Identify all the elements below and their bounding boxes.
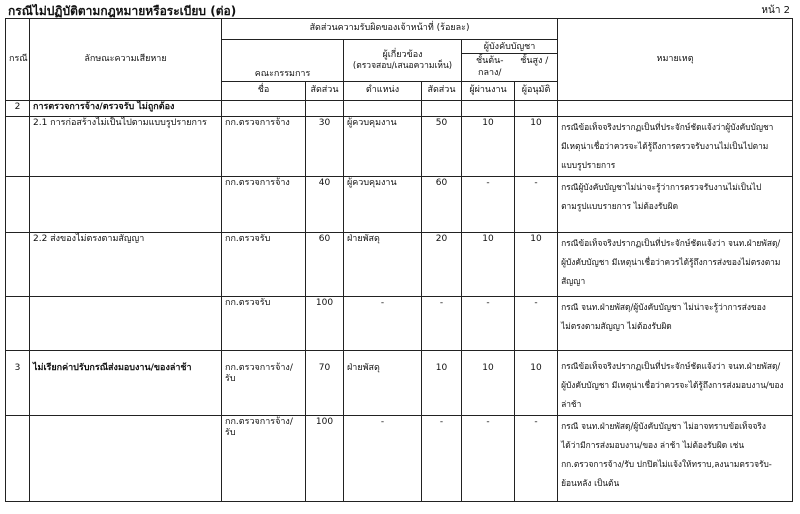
committee-portion: 60: [306, 233, 344, 297]
remark-line: กรณีผู้บังคับบัญชาไม่น่าจะรู้ว่าการตรวจรับงานไม่เป็นไป: [561, 182, 762, 192]
involved-portion: 20: [422, 233, 462, 297]
remark: [558, 351, 793, 416]
header-supervisor-label: ผู้บังคับบัญชา: [462, 42, 557, 54]
committee-portion: 100: [306, 297, 344, 351]
high-portion: 10: [515, 117, 558, 177]
header-involved: [344, 40, 462, 82]
header-involved-label: ผู้เกี่ยวข้อง: [382, 49, 423, 60]
committee-name: กก.ตรวจการจ้าง/รับ: [222, 416, 306, 502]
header-case: กรณี: [6, 19, 30, 101]
remark-line: ได้ว่ามีการส่งมอบงาน/ของ ล่าช้า ไม่ต้องรับผิด เช่น: [561, 440, 745, 450]
header-high2: ผู้อนุมัติ: [515, 82, 558, 101]
committee-portion: 70: [306, 351, 344, 416]
high-portion: -: [515, 416, 558, 502]
header-portion2: สัดส่วน: [422, 82, 462, 101]
remark-line: ผู้บังคับบัญชา มีเหตุน่าเชื่อว่าควรจะได้รู้ถึงการส่งมอบงาน/ของ: [561, 380, 784, 390]
page-number: หน้า 2: [761, 5, 790, 16]
section-number: 2: [6, 101, 30, 117]
section-title: การตรวจการจ้าง/ตรวจรับ ไม่ถูกต้อง: [30, 101, 222, 117]
involved-position: ผู้ควบคุมงาน: [344, 177, 422, 233]
remark-line: ผู้บังคับบัญชา มีเหตุน่าเชื่อว่าควรได้รู้ถึงการส่งของไม่ตรงตาม: [561, 257, 781, 267]
involved-position: -: [344, 416, 422, 502]
mid-portion: 10: [462, 233, 515, 297]
mid-portion: -: [462, 416, 515, 502]
section-number: 3: [6, 351, 30, 416]
header-involved-sub: (ตรวจสอบ/เสนอความเห็น): [352, 60, 453, 71]
involved-portion: 10: [422, 351, 462, 416]
involved-portion: 60: [422, 177, 462, 233]
item-description: 2.2 ส่งของไม่ตรงตามสัญญา: [30, 233, 222, 297]
liability-table: [5, 18, 793, 502]
section-title: ไม่เรียกค่าปรับกรณีส่งมอบงาน/ของล่าช้า: [30, 351, 222, 416]
remark-line: กรณี จนท.ฝ่ายพัสดุ/ผู้บังคับบัญชา ไม่น่าจะรู้ว่าการส่งของ: [561, 302, 766, 312]
high-portion: 10: [515, 351, 558, 416]
mid-portion: 10: [462, 351, 515, 416]
header-committee: คณะกรรมการ: [222, 40, 344, 82]
high-portion: -: [515, 177, 558, 233]
remark: [558, 233, 793, 297]
committee-name: กก.ตรวจการจ้าง/รับ: [222, 351, 306, 416]
remark-line: มีเหตุน่าเชื่อว่าควรจะได้รู้ถึงการตรวจรับงานไม่เป็นไปตาม: [561, 141, 769, 151]
header-mid: ชั้นต้น-กลาง/: [475, 56, 504, 78]
remark-line: กรณี จนท.ฝ่ายพัสดุ/ผู้บังคับบัญชา ไม่อาจทราบข้อเท็จจริง: [561, 421, 766, 431]
committee-name: กก.ตรวจรับ: [222, 297, 306, 351]
involved-portion: -: [422, 297, 462, 351]
remark: [558, 297, 793, 351]
mid-portion: 10: [462, 117, 515, 177]
involved-position: ฝ่ายพัสดุ: [344, 233, 422, 297]
remark-line: กก.ตรวจการจ้าง/รับ ปกปิดไม่แจ้งให้ทราบ,ลงนามตรวจรับ-: [561, 459, 772, 469]
involved-portion: -: [422, 416, 462, 502]
committee-name: กก.ตรวจรับ: [222, 233, 306, 297]
remark: [558, 416, 793, 502]
high-portion: 10: [515, 233, 558, 297]
table-row: [6, 416, 793, 502]
header-remark: หมายเหตุ: [558, 19, 793, 101]
header-mid2: ผู้ผ่านงาน: [462, 82, 515, 101]
remark-line: แบบรูปรายการ: [561, 160, 616, 170]
remark: [558, 117, 793, 177]
table-row: [6, 233, 793, 297]
header-name: ชื่อ: [222, 82, 306, 101]
table-row: [6, 117, 793, 177]
committee-name: กก.ตรวจการจ้าง: [222, 117, 306, 177]
committee-portion: 40: [306, 177, 344, 233]
table-row: [6, 297, 793, 351]
header-ratio: สัดส่วนความรับผิดของเจ้าหน้าที่ (ร้อยละ): [222, 19, 558, 40]
header-supervisor: [462, 40, 558, 82]
remark: [558, 177, 793, 233]
involved-portion: 50: [422, 117, 462, 177]
involved-position: ผู้ควบคุมงาน: [344, 117, 422, 177]
page-title: กรณีไม่ปฏิบัติตามกฎหมายหรือระเบียบ (ต่อ): [8, 4, 237, 18]
remark-line: ล่าช้า: [561, 399, 582, 409]
involved-position: -: [344, 297, 422, 351]
involved-position: ฝ่ายพัสดุ: [344, 351, 422, 416]
remark-line: ตามรูปแบบรายการ ไม่ต้องรับผิด: [561, 201, 679, 211]
mid-portion: -: [462, 177, 515, 233]
header-high: ชั้นสูง /: [520, 56, 549, 67]
remark-line: กรณีข้อเท็จจริงปรากฏเป็นที่ประจักษ์ชัดแจ้งว่าผู้บังคับบัญชา: [561, 122, 774, 132]
table-row: [6, 177, 793, 233]
header-portion: สัดส่วน: [306, 82, 344, 101]
header-description: ลักษณะความเสียหาย: [30, 19, 222, 101]
table-row: [6, 351, 793, 416]
item-description: 2.1 การก่อสร้างไม่เป็นไปตามแบบรูปรายการ: [30, 117, 222, 177]
remark-line: ไม่ตรงตามสัญญา ไม่ต้องรับผิด: [561, 321, 672, 331]
committee-name: กก.ตรวจการจ้าง: [222, 177, 306, 233]
header-position: ตำแหน่ง: [344, 82, 422, 101]
remark-line: ย้อนหลัง เป็นต้น: [561, 478, 620, 488]
committee-portion: 100: [306, 416, 344, 502]
committee-portion: 30: [306, 117, 344, 177]
remark-line: กรณีข้อเท็จจริงปรากฏเป็นที่ประจักษ์ชัดแจ้งว่า จนท.ฝ่ายพัสดุ/: [561, 361, 781, 371]
mid-portion: -: [462, 297, 515, 351]
high-portion: -: [515, 297, 558, 351]
header-supervisor-levels: [465, 56, 554, 79]
remark-line: กรณีข้อเท็จจริงปรากฏเป็นที่ประจักษ์ชัดแจ้งว่า จนท.ฝ่ายพัสดุ/: [561, 238, 781, 248]
remark-line: สัญญา: [561, 276, 586, 286]
